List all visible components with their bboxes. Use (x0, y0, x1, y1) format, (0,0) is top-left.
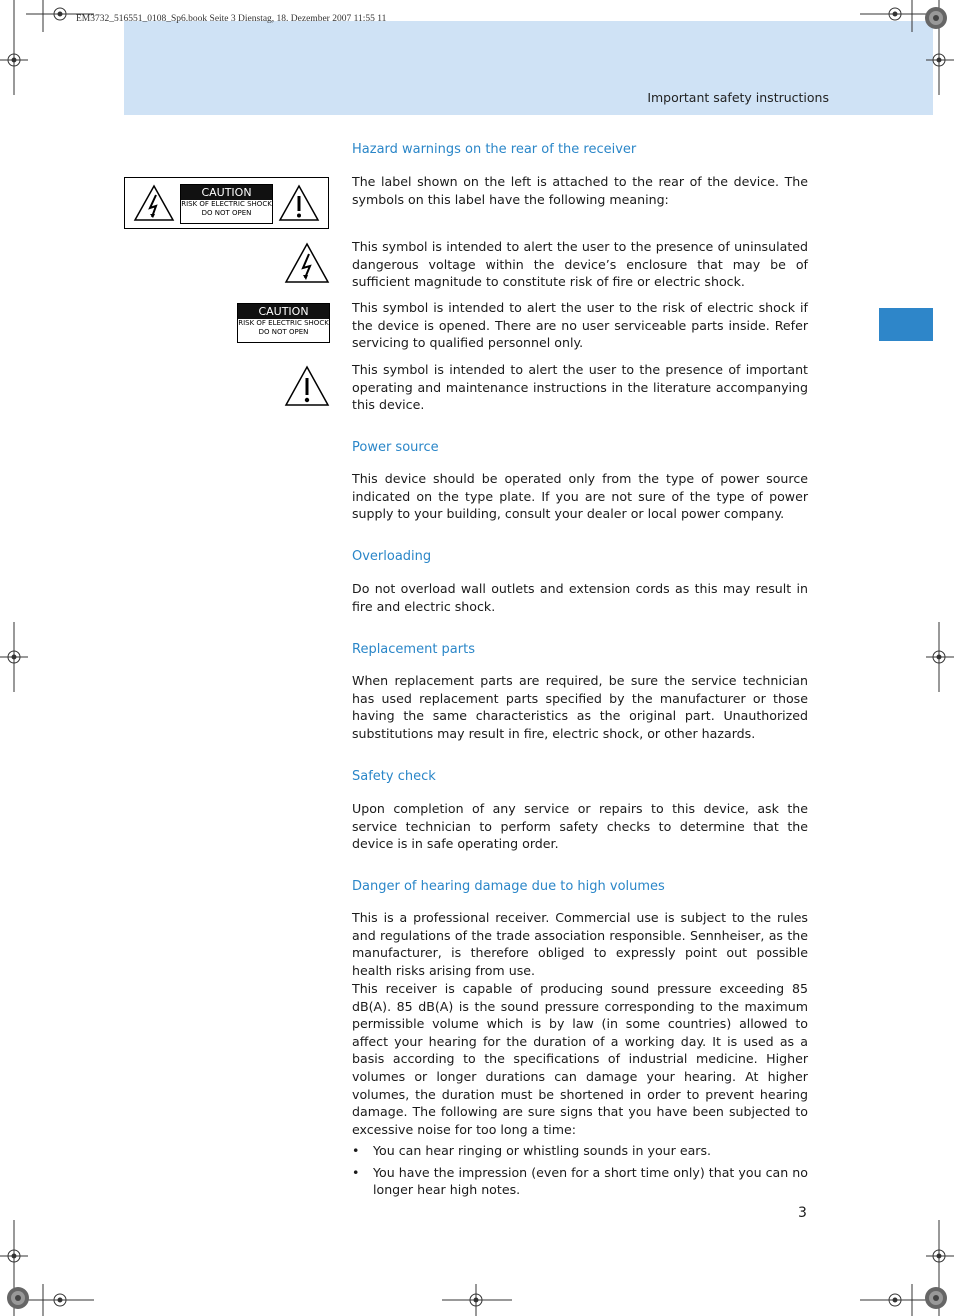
exclamation-warning-icon (278, 184, 320, 222)
symbol2-text: This symbol is intended to alert the user to the risk of electric shock if the device is opened. There are no user serviceable parts inside. Refer servicing to qualified personnel only. (352, 300, 808, 351)
heading-power-source: Power source (352, 440, 439, 455)
power-source-text: This device should be operated only from the type of power source indicated on the type plate. If you are not sure of the type of power supply to your building, consult your dealer or local power company. (352, 471, 808, 522)
caution-label (237, 303, 330, 343)
list-item (352, 1142, 808, 1160)
caution-label-title: CAUTION (238, 304, 329, 319)
rear-label-illustration (124, 177, 329, 229)
bullet-icon: • (352, 1143, 360, 1158)
hearing-para1-text: This is a professional receiver. Commercial use is subject to the rules and regulations of the trade association responsible. Sennheiser, as the manufacturer, is therefore obliged to expressly point out possible health risks arising from use. (352, 910, 808, 978)
caution-label-open: DO NOT OPEN (258, 327, 309, 336)
hazard-intro-text: The label shown on the left is attached to the rear of the device. The symbols on this label have the following meaning: (352, 174, 808, 207)
list-item-text: You can hear ringing or whistling sounds in your ears. (373, 1143, 712, 1158)
heading-safety-check: Safety check (352, 769, 436, 784)
hearing-para2-text: This receiver is capable of producing sound pressure exceeding 85 dB(A). 85 dB(A) is the sound pressure corresponding to the maximum permissible volume which is by law (in some countries) allowed to affect your hearing for the duration of a working day. It is used as a basis according to the specifications of industrial medicine. Higher volumes or longer durations can damage your hearing. At higher volumes, the duration must be shortened in order to prevent hearing damage. The following are sure signs that you have been subjected to excessive noise for too long a time: (352, 981, 808, 1137)
header-title: Important safety instructions (647, 90, 829, 105)
heading-hearing-damage: Danger of hearing damage due to high volumes (352, 879, 665, 894)
lightning-warning-icon (284, 242, 330, 284)
print-slug: EM3732_516551_0108_Sp6.book Seite 3 Dienstag, 18. Dezember 2007 11:55 11 (76, 14, 387, 24)
list-item-text: You have the impression (even for a short time only) that you can no longer hear high notes. (373, 1164, 808, 1198)
caution-label-risk: RISK OF ELECTRIC SHOCK (238, 319, 329, 327)
replacement-parts-text: When replacement parts are required, be sure the service technician has used replacement parts specified by the manufacturer or those having the same characteristics as the original part. Unauthorized substitutions may result in fire, electric shock, or other hazards. (352, 673, 808, 741)
caution-label-risk: RISK OF ELECTRIC SHOCK (181, 200, 272, 208)
page-number: 3 (798, 1205, 807, 1221)
symbol3-text: This symbol is intended to alert the user to the presence of important operating and maintenance instructions in the literature accompanying this device. (352, 362, 808, 413)
caution-label-open: DO NOT OPEN (201, 208, 252, 217)
safety-check-text: Upon completion of any service or repairs to this device, ask the service technician to perform safety checks to determine that the device is in safe operating order. (352, 801, 808, 852)
caution-label-title: CAUTION (181, 185, 272, 200)
list-item (352, 1164, 808, 1199)
bullet-icon: • (352, 1164, 360, 1180)
exclamation-warning-icon (284, 365, 330, 407)
hearing-signs-list (352, 1142, 808, 1203)
caution-label (180, 184, 273, 224)
heading-overloading: Overloading (352, 549, 432, 564)
heading-hazard-warnings: Hazard warnings on the rear of the receiver (352, 142, 637, 157)
heading-replacement-parts: Replacement parts (352, 642, 475, 657)
lightning-warning-icon (133, 184, 175, 222)
symbol1-text: This symbol is intended to alert the user to the presence of uninsulated dangerous voltage within the device’s enclosure that may be of sufficient magnitude to constitute risk of fire or electric shock. (352, 239, 808, 290)
overloading-text: Do not overload wall outlets and extension cords as this may result in fire and electric shock. (352, 581, 808, 614)
